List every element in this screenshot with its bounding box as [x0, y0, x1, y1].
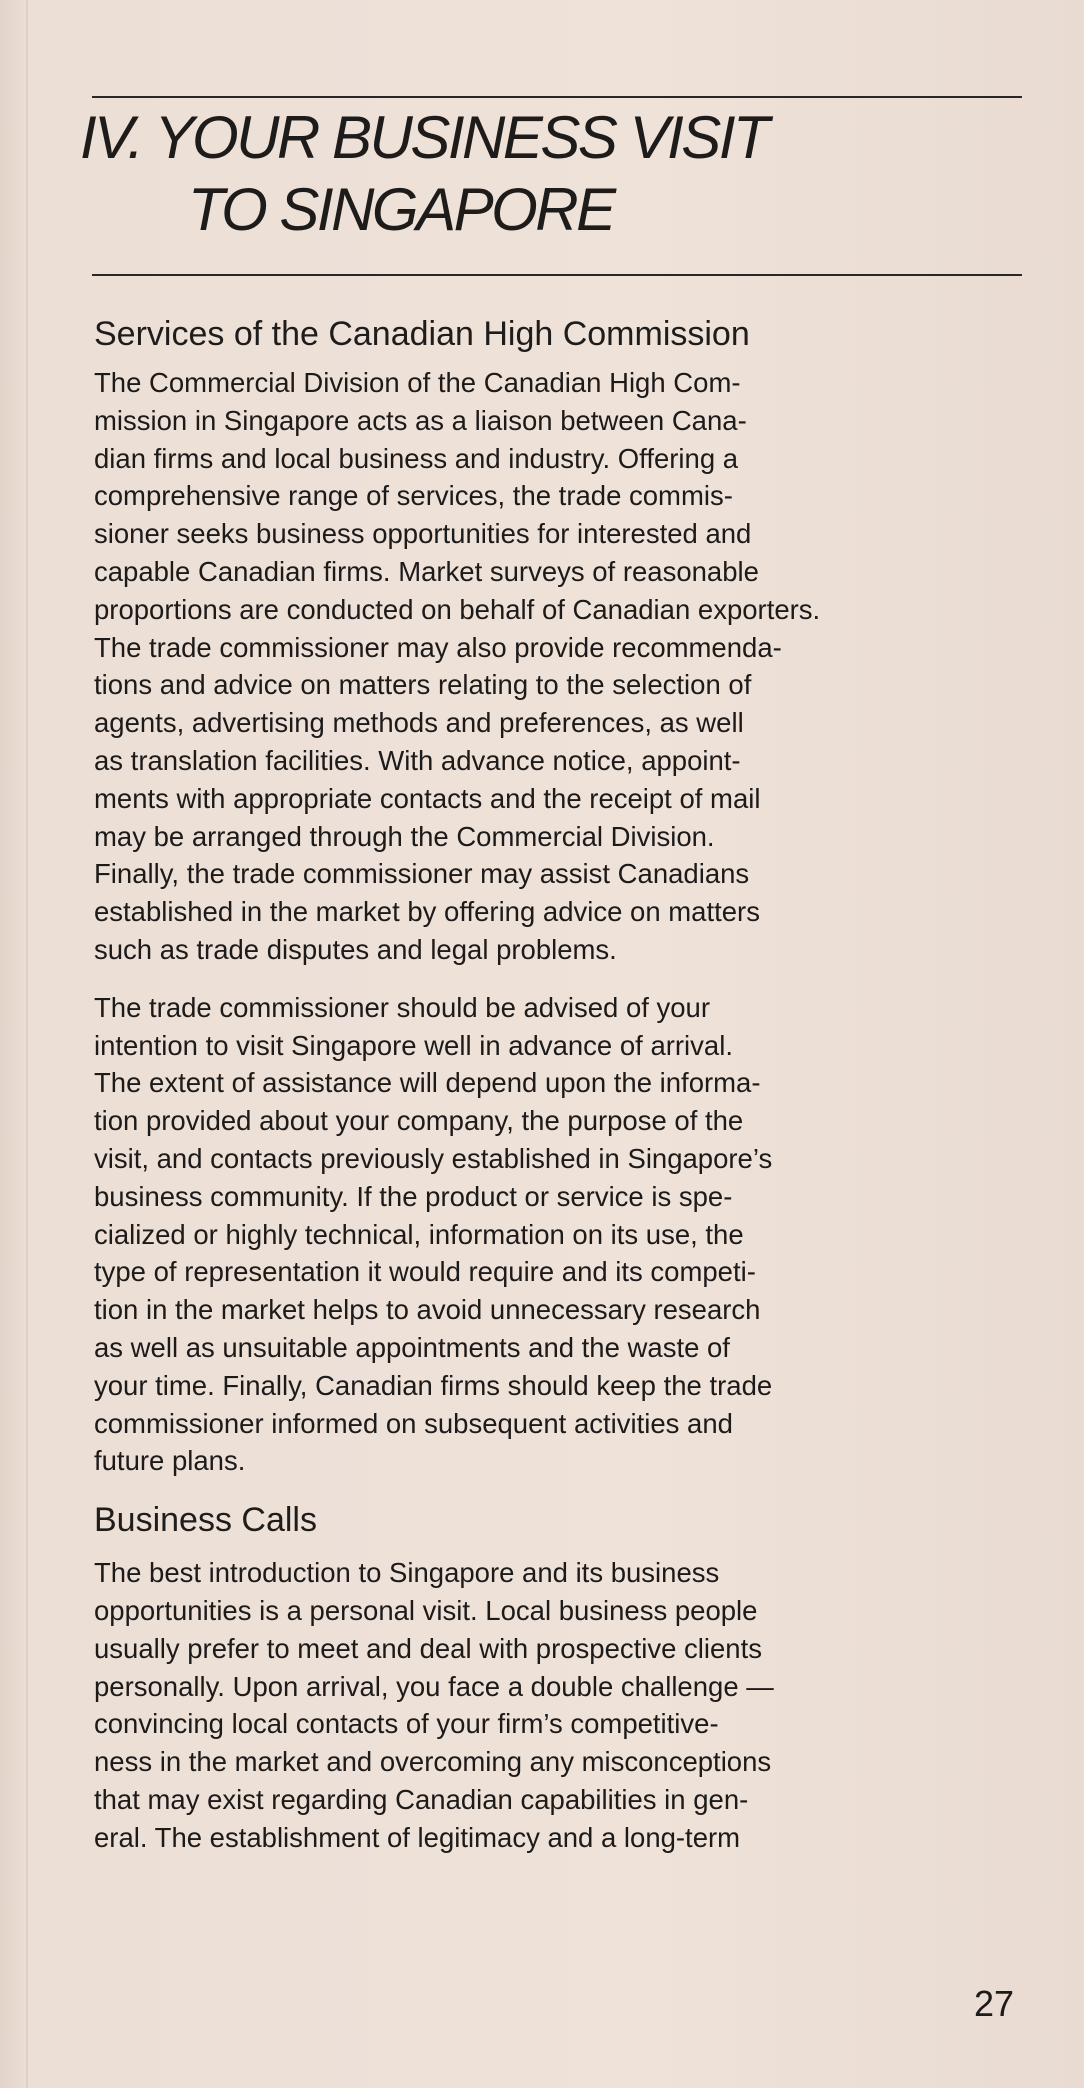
- chapter-title: [80, 102, 1020, 246]
- text-line: as translation facilities. With advance notice, appoint-: [94, 744, 741, 776]
- text-line: usually prefer to meet and deal with prospective clients: [94, 1632, 762, 1664]
- text-line: type of representation it would require and its competi-: [94, 1256, 756, 1288]
- text-line: commissioner informed on subsequent activities and: [94, 1407, 733, 1439]
- text-line: such as trade disputes and legal problems.: [94, 933, 617, 965]
- text-line: agents, advertising methods and preferences, as well: [94, 707, 744, 739]
- text-line: may be arranged through the Commercial Division.: [94, 820, 715, 852]
- text-line: eral. The establishment of legitimacy and a long-term: [94, 1821, 741, 1853]
- text-line: established in the market by offering advice on matters: [94, 896, 760, 928]
- text-line: tion provided about your company, the purpose of the: [94, 1105, 744, 1137]
- business-calls-paragraph-1: [94, 1554, 1044, 1856]
- text-line: mission in Singapore acts as a liaison between Cana-: [94, 404, 747, 436]
- page-number: 27: [973, 1983, 1014, 2024]
- text-line: proportions are conducted on behalf of Canadian exporters.: [94, 593, 821, 625]
- text-line: future plans.: [94, 1445, 246, 1477]
- title-rule-bottom: [92, 274, 1022, 276]
- text-line: business community. If the product or service is spe-: [94, 1180, 733, 1212]
- text-line: tions and advice on matters relating to the selection of: [94, 669, 752, 701]
- text-line: dian firms and local business and industry. Offering a: [94, 442, 739, 474]
- text-line: personally. Upon arrival, you face a double challenge —: [94, 1670, 774, 1702]
- chapter-title-line-1: IV. YOUR BUSINESS VISIT: [80, 104, 768, 171]
- text-line: capable Canadian firms. Market surveys of reasonable: [94, 555, 759, 587]
- text-line: The extent of assistance will depend upon the informa-: [94, 1067, 761, 1099]
- text-line: as well as unsuitable appointments and the waste of: [94, 1331, 730, 1363]
- text-line: ness in the market and overcoming any misconceptions: [94, 1746, 772, 1778]
- text-line: that may exist regarding Canadian capabilities in gen-: [94, 1783, 749, 1815]
- text-line: ments with appropriate contacts and the receipt of mail: [94, 782, 761, 814]
- text-line: convincing local contacts of your firm’s competitive-: [94, 1708, 719, 1740]
- text-line: cialized or highly technical, information on its use, the: [94, 1218, 744, 1250]
- page-gutter: [26, 0, 28, 2088]
- text-line: tion in the market helps to avoid unnecessary research: [94, 1294, 761, 1326]
- text-line: sioner seeks business opportunities for interested and: [94, 518, 752, 550]
- text-line: intention to visit Singapore well in advance of arrival.: [94, 1029, 733, 1061]
- section-heading-services: Services of the Canadian High Commission: [94, 315, 750, 353]
- text-line: comprehensive range of services, the trade commis-: [94, 480, 733, 512]
- text-line: Finally, the trade commissioner may assist Canadians: [94, 858, 750, 890]
- services-paragraph-2: [94, 989, 1044, 1480]
- title-rule-top: [92, 96, 1022, 98]
- services-paragraph-1: [94, 364, 1044, 969]
- text-line: The best introduction to Singapore and its business: [94, 1557, 720, 1589]
- page-body: [94, 312, 1044, 1856]
- section-heading-business-calls: Business Calls: [94, 1501, 317, 1540]
- text-line: The trade commissioner should be advised of your: [94, 991, 711, 1023]
- text-line: visit, and contacts previously established in Singapore’s: [94, 1142, 773, 1174]
- text-line: The trade commissioner may also provide recommenda-: [94, 631, 782, 663]
- text-line: The Commercial Division of the Canadian High Com-: [94, 367, 741, 398]
- chapter-title-line-2: TO SINGAPORE: [188, 176, 614, 243]
- text-line: opportunities is a personal visit. Local business people: [94, 1594, 758, 1626]
- text-line: your time. Finally, Canadian firms should keep the trade: [94, 1369, 773, 1401]
